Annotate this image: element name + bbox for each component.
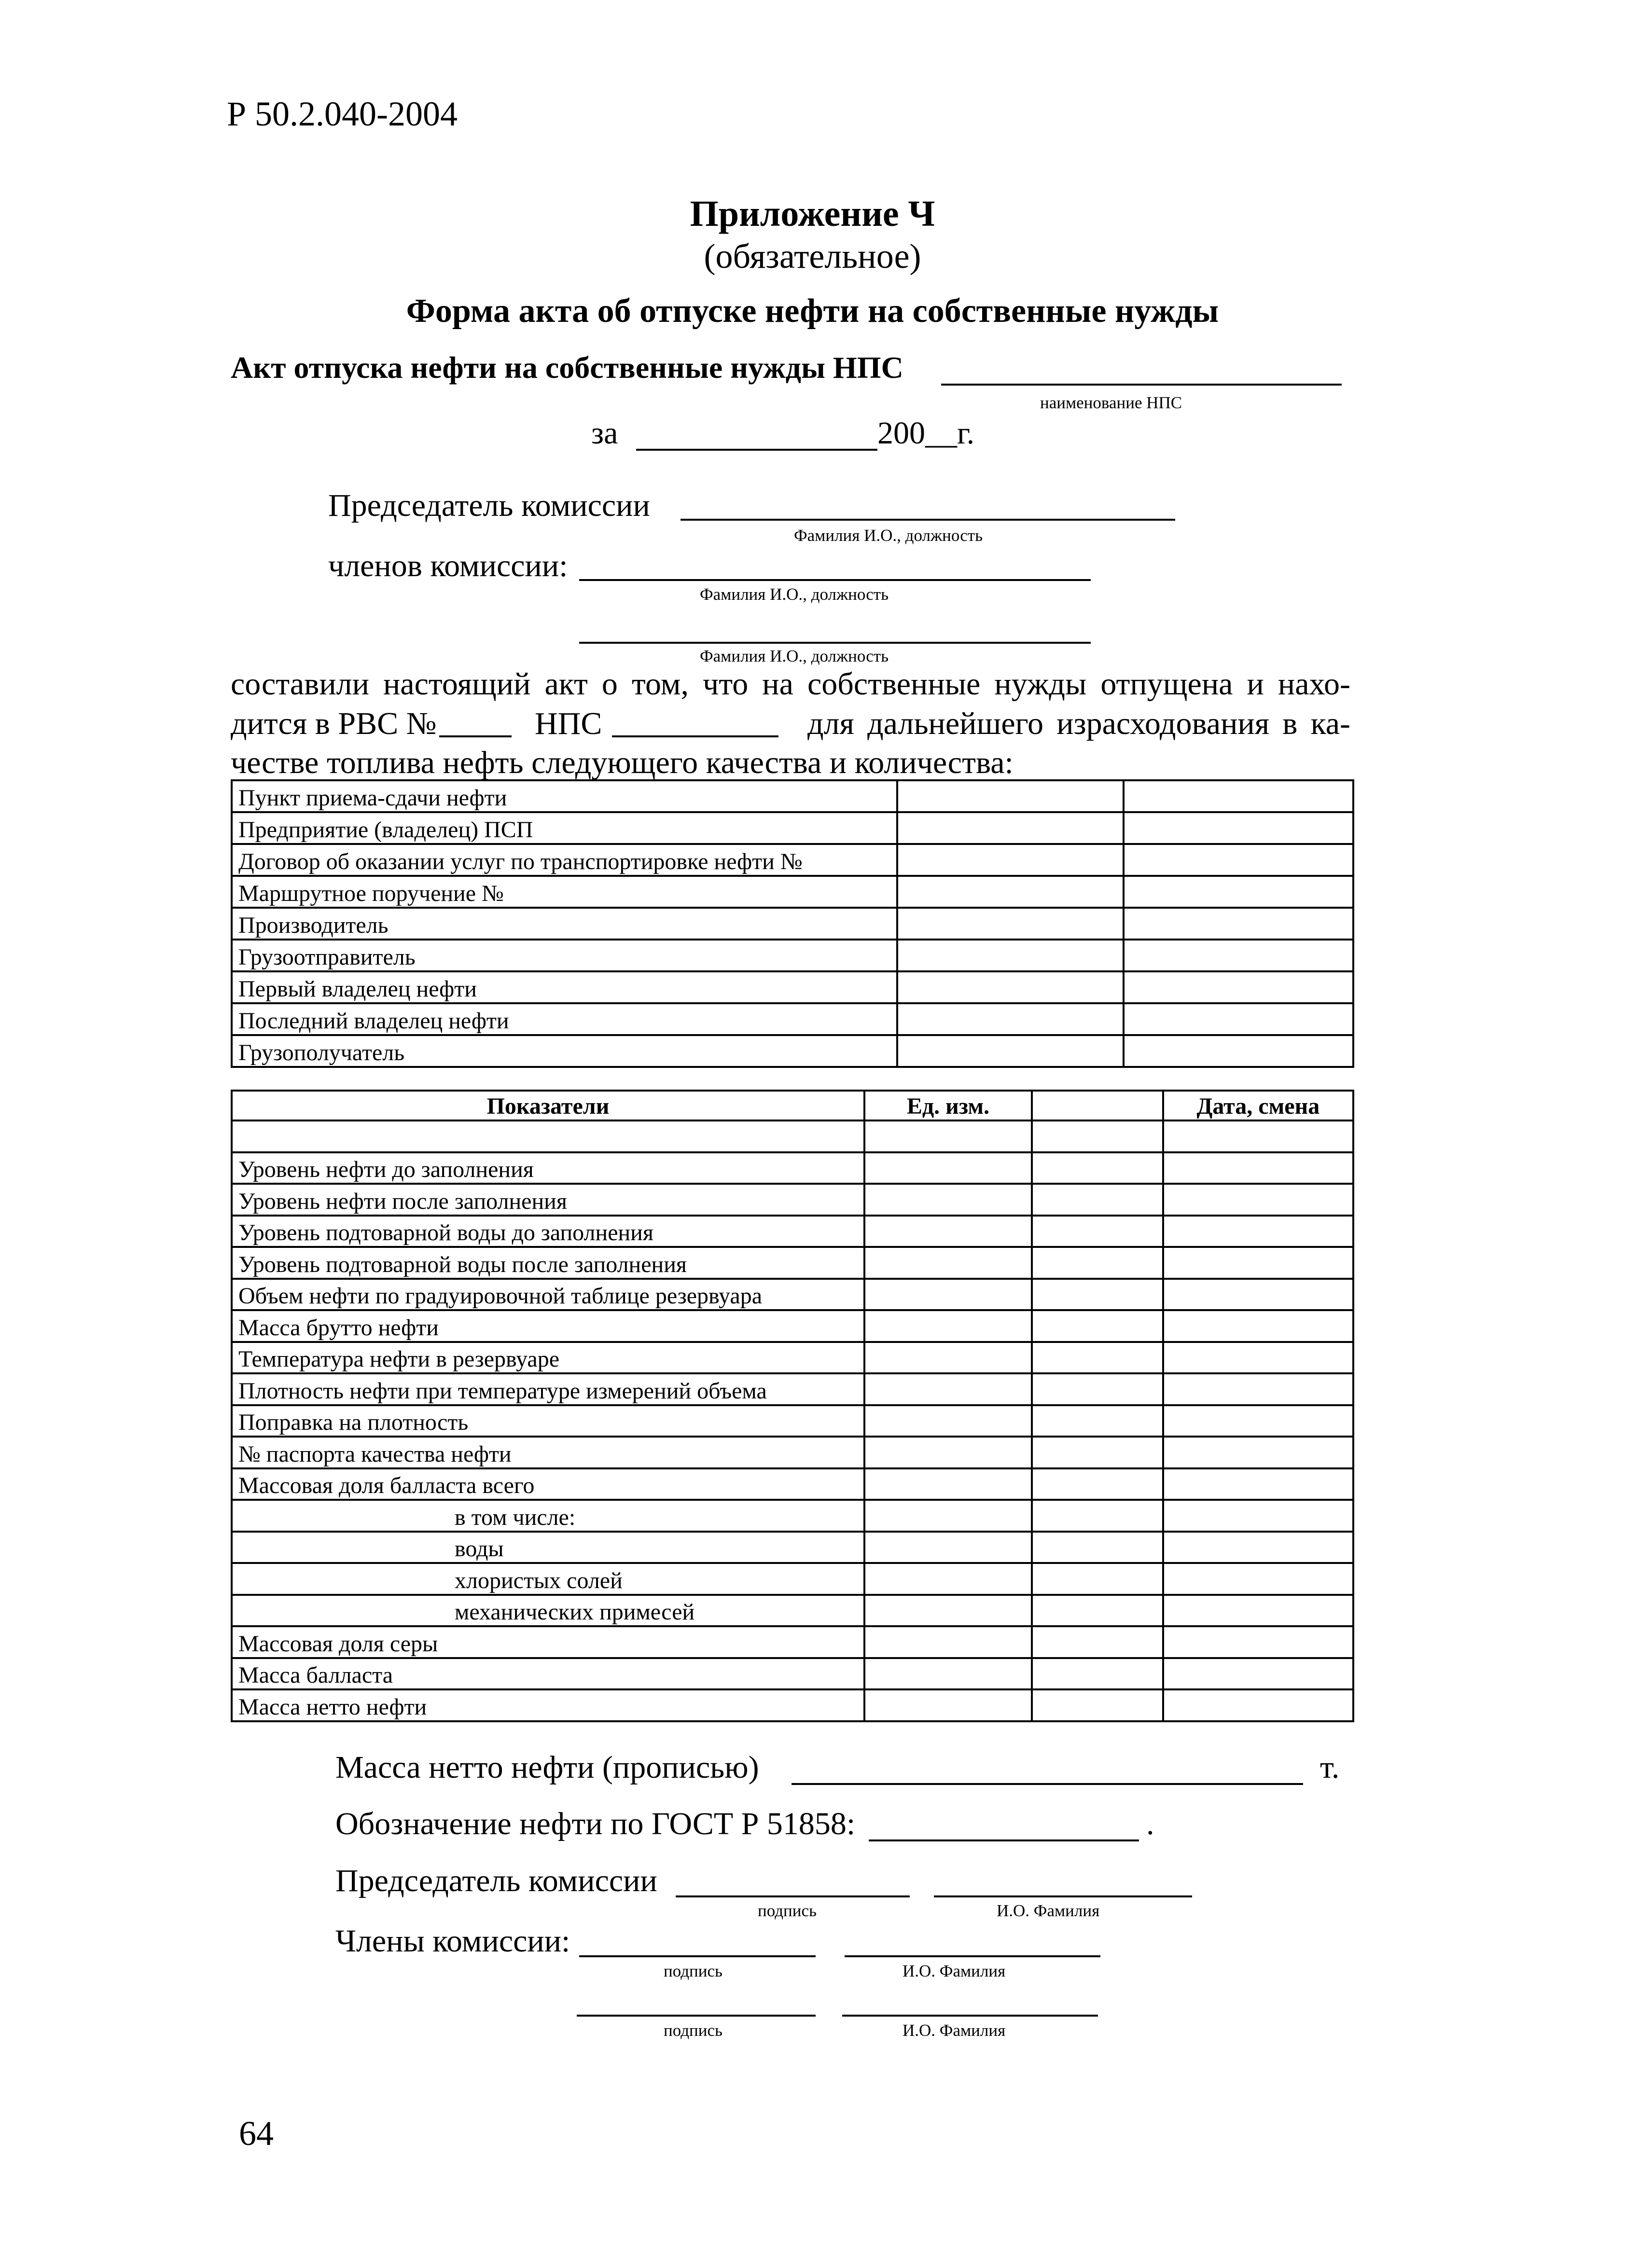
appendix-title: Приложение Ч	[690, 194, 935, 234]
table-row	[232, 1152, 1353, 1184]
member2-signature-hint: подпись	[664, 2021, 722, 2040]
value-cell[interactable]	[1124, 908, 1353, 940]
value-cell[interactable]	[864, 1184, 1032, 1216]
table-row	[232, 1500, 1353, 1532]
indicator-label: Уровень нефти до заполнения	[232, 1152, 864, 1184]
row-label: Первый владелец нефти	[232, 971, 897, 1003]
paragraph-line2-b: НПС	[535, 706, 602, 741]
value-cell[interactable]	[864, 1626, 1032, 1658]
value-cell[interactable]	[1032, 1595, 1163, 1627]
net-mass-unit: т.	[1320, 1750, 1340, 1785]
table-row	[232, 1373, 1353, 1405]
value-cell[interactable]	[864, 1279, 1032, 1311]
chairman-name-hint: Фамилия И.О., должность	[794, 526, 983, 545]
table-row	[232, 940, 1353, 971]
value-cell[interactable]	[1163, 1658, 1353, 1690]
table-row	[232, 1120, 1353, 1152]
chairman-fio-line[interactable]	[934, 1895, 1192, 1897]
table-row	[232, 1216, 1353, 1247]
indicator-label: хлористых солей	[232, 1563, 864, 1595]
table-row	[232, 780, 1353, 812]
gost-end: .	[1146, 1806, 1154, 1841]
paragraph-line3: честве топлива нефть следующего качества и количества:	[231, 745, 1014, 780]
chairman-fio-hint: И.О. Фамилия	[997, 1901, 1100, 1920]
value-cell[interactable]	[864, 1342, 1032, 1374]
table-row	[232, 1595, 1353, 1627]
header-unit: Ед. изм.	[864, 1091, 1032, 1120]
value-cell[interactable]	[1032, 1247, 1163, 1279]
table-row	[232, 1437, 1353, 1468]
member1-fio-line[interactable]	[845, 1955, 1100, 1957]
indicator-label: Температура нефти в резервуаре	[232, 1342, 864, 1374]
value-cell[interactable]	[1163, 1626, 1353, 1658]
chairman-signature-hint: подпись	[758, 1901, 817, 1920]
header-indicators: Показатели	[232, 1091, 864, 1120]
value-cell[interactable]	[1163, 1373, 1353, 1405]
footer-members-label: Члены комиссии:	[335, 1923, 570, 1959]
gost-label: Обозначение нефти по ГОСТ Р 51858:	[335, 1806, 856, 1841]
member2-name-line[interactable]	[579, 642, 1091, 644]
value-cell[interactable]	[1163, 1216, 1353, 1247]
chairman-label: Председатель комиссии	[328, 488, 650, 523]
value-cell[interactable]	[864, 1468, 1032, 1500]
value-cell[interactable]	[1032, 1532, 1163, 1563]
table-row	[232, 1310, 1353, 1342]
value-cell[interactable]	[1124, 876, 1353, 908]
nps-line[interactable]	[612, 735, 778, 737]
value-cell[interactable]	[1032, 1342, 1163, 1374]
member2-signature-line[interactable]	[577, 2015, 816, 2017]
indicator-label	[232, 1120, 864, 1152]
table-row	[232, 1003, 1353, 1035]
members-label: членов комиссии:	[328, 548, 568, 583]
value-cell[interactable]	[864, 1595, 1032, 1627]
period-line[interactable]	[636, 449, 877, 451]
member2-fio-line[interactable]	[842, 2015, 1098, 2017]
paragraph-line2-a: дится в РВС №	[231, 706, 437, 741]
table-row	[232, 844, 1353, 876]
value-cell[interactable]	[864, 1152, 1032, 1184]
nps-name-line[interactable]	[941, 384, 1342, 386]
value-cell[interactable]	[1032, 1437, 1163, 1468]
paragraph-line2-c: для дальнейшего израсходования в ка-	[807, 706, 1350, 741]
indicator-label: механических примесей	[232, 1595, 864, 1627]
header-blank	[1032, 1091, 1163, 1120]
indicator-label: Масса балласта	[232, 1658, 864, 1690]
value-cell[interactable]	[897, 876, 1123, 908]
value-cell[interactable]	[864, 1310, 1032, 1342]
value-cell[interactable]	[1032, 1184, 1163, 1216]
chairman-name-line[interactable]	[681, 519, 1175, 521]
indicator-label: в том числе:	[232, 1500, 864, 1532]
table-row	[232, 1468, 1353, 1500]
table-row	[232, 1626, 1353, 1658]
value-cell[interactable]	[897, 780, 1123, 812]
value-cell[interactable]	[1163, 1247, 1353, 1279]
value-cell[interactable]	[1124, 780, 1353, 812]
value-cell[interactable]	[1124, 812, 1353, 844]
value-cell[interactable]	[1032, 1216, 1163, 1247]
nps-name-hint: наименование НПС	[1040, 393, 1182, 412]
value-cell[interactable]	[864, 1405, 1032, 1437]
net-mass-label: Масса нетто нефти (прописью)	[335, 1750, 759, 1785]
value-cell[interactable]	[864, 1500, 1032, 1532]
value-cell[interactable]	[1163, 1437, 1353, 1468]
value-cell[interactable]	[897, 1003, 1123, 1035]
table-row	[232, 1184, 1353, 1216]
value-cell[interactable]	[1163, 1310, 1353, 1342]
value-cell[interactable]	[1124, 971, 1353, 1003]
table-row	[232, 1658, 1353, 1690]
value-cell[interactable]	[1124, 1035, 1353, 1067]
value-cell[interactable]	[864, 1563, 1032, 1595]
table-row	[232, 1405, 1353, 1437]
value-cell[interactable]	[1032, 1658, 1163, 1690]
value-cell[interactable]	[1163, 1689, 1353, 1721]
value-cell[interactable]	[1163, 1152, 1353, 1184]
value-cell[interactable]	[864, 1658, 1032, 1690]
indicators-table	[231, 1090, 1354, 1722]
value-cell[interactable]	[864, 1437, 1032, 1468]
row-label: Последний владелец нефти	[232, 1003, 897, 1035]
value-cell[interactable]	[1163, 1500, 1353, 1532]
value-cell[interactable]	[897, 908, 1123, 940]
value-cell[interactable]	[1032, 1500, 1163, 1532]
value-cell[interactable]	[1163, 1279, 1353, 1311]
table-row	[232, 1247, 1353, 1279]
form-title: Форма акта об отпуске нефти на собственные нужды	[406, 292, 1219, 330]
row-label: Договор об оказании услуг по транспортировке нефти №	[232, 844, 897, 876]
value-cell[interactable]	[1032, 1689, 1163, 1721]
value-cell[interactable]	[1163, 1120, 1353, 1152]
paragraph-line2	[231, 705, 1350, 744]
row-label: Грузополучатель	[232, 1035, 897, 1067]
member1-signature-hint: подпись	[664, 1962, 722, 1980]
value-cell[interactable]	[1124, 844, 1353, 876]
row-label: Производитель	[232, 908, 897, 940]
member2-name-hint: Фамилия И.О., должность	[700, 647, 889, 665]
table-row	[232, 876, 1353, 908]
value-cell[interactable]	[1163, 1184, 1353, 1216]
indicator-label: Массовая доля балласта всего	[232, 1468, 864, 1500]
value-cell[interactable]	[897, 1035, 1123, 1067]
row-label: Грузоотправитель	[232, 940, 897, 971]
value-cell[interactable]	[1163, 1595, 1353, 1627]
indicator-label: № паспорта качества нефти	[232, 1437, 864, 1468]
indicator-label: Масса нетто нефти	[232, 1689, 864, 1721]
value-cell[interactable]	[1032, 1120, 1163, 1152]
table-row	[232, 1532, 1353, 1563]
value-cell[interactable]	[864, 1216, 1032, 1247]
value-cell[interactable]	[1032, 1279, 1163, 1311]
net-mass-words-line[interactable]	[792, 1783, 1303, 1785]
member1-name-line[interactable]	[579, 579, 1091, 581]
value-cell[interactable]	[864, 1247, 1032, 1279]
value-cell[interactable]	[1163, 1342, 1353, 1374]
table-row	[232, 1563, 1353, 1595]
value-cell[interactable]	[1032, 1405, 1163, 1437]
value-cell[interactable]	[1032, 1310, 1163, 1342]
row-label: Предприятие (владелец) ПСП	[232, 812, 897, 844]
period-prefix: за	[591, 415, 618, 451]
rvs-number-line[interactable]	[439, 735, 512, 737]
table-row	[232, 1342, 1353, 1374]
value-cell[interactable]	[1032, 1626, 1163, 1658]
indicator-label: Уровень подтоварной воды до заполнения	[232, 1216, 864, 1247]
value-cell[interactable]	[897, 971, 1123, 1003]
value-cell[interactable]	[1163, 1468, 1353, 1500]
value-cell[interactable]	[897, 940, 1123, 971]
member1-fio-hint: И.О. Фамилия	[903, 1962, 1006, 1980]
member2-fio-hint: И.О. Фамилия	[903, 2021, 1006, 2040]
indicator-label: Объем нефти по градуировочной таблице резервуара	[232, 1279, 864, 1311]
value-cell[interactable]	[897, 812, 1123, 844]
table-row	[232, 1035, 1353, 1067]
indicator-label: Масса брутто нефти	[232, 1310, 864, 1342]
indicator-label: Плотность нефти при температуре измерений объема	[232, 1373, 864, 1405]
indicator-label: Массовая доля серы	[232, 1626, 864, 1658]
appendix-status: (обязательное)	[704, 237, 921, 276]
value-cell[interactable]	[1124, 940, 1353, 971]
period-year: 200__г.	[877, 415, 975, 451]
indicator-label: Поправка на плотность	[232, 1405, 864, 1437]
row-label: Маршрутное поручение №	[232, 876, 897, 908]
value-cell[interactable]	[1032, 1563, 1163, 1595]
value-cell[interactable]	[1032, 1373, 1163, 1405]
row-label: Пункт приема-сдачи нефти	[232, 780, 897, 812]
gost-designation-line[interactable]	[869, 1839, 1139, 1841]
indicator-label: воды	[232, 1532, 864, 1563]
table-row	[232, 971, 1353, 1003]
value-cell[interactable]	[897, 844, 1123, 876]
document-number: Р 50.2.040-2004	[227, 95, 458, 133]
act-title: Акт отпуска нефти на собственные нужды НПС	[231, 350, 903, 385]
table-row	[232, 908, 1353, 940]
value-cell[interactable]	[864, 1532, 1032, 1563]
indicator-label: Уровень нефти после заполнения	[232, 1184, 864, 1216]
header-date-shift: Дата, смена	[1163, 1091, 1353, 1120]
indicators-header-row	[232, 1091, 1353, 1120]
table-row	[232, 1279, 1353, 1311]
value-cell[interactable]	[1032, 1152, 1163, 1184]
value-cell[interactable]	[1163, 1563, 1353, 1595]
footer-chairman-label: Председатель комиссии	[335, 1863, 657, 1898]
value-cell[interactable]	[864, 1689, 1032, 1721]
value-cell[interactable]	[1032, 1468, 1163, 1500]
member1-signature-line[interactable]	[579, 1955, 816, 1957]
value-cell[interactable]	[864, 1120, 1032, 1152]
paragraph-line1: составили настоящий акт о том, что на собственные нужды отпущена и нахо-	[231, 666, 1350, 702]
indicator-label: Уровень подтоварной воды после заполнения	[232, 1247, 864, 1279]
value-cell[interactable]	[1163, 1532, 1353, 1563]
value-cell[interactable]	[1124, 1003, 1353, 1035]
value-cell[interactable]	[1163, 1405, 1353, 1437]
chairman-signature-line[interactable]	[676, 1895, 910, 1897]
page-number: 64	[239, 2114, 274, 2153]
table-row	[232, 1689, 1353, 1721]
member1-name-hint: Фамилия И.О., должность	[700, 585, 889, 604]
value-cell[interactable]	[864, 1373, 1032, 1405]
delivery-info-table	[231, 779, 1354, 1068]
table-row	[232, 812, 1353, 844]
